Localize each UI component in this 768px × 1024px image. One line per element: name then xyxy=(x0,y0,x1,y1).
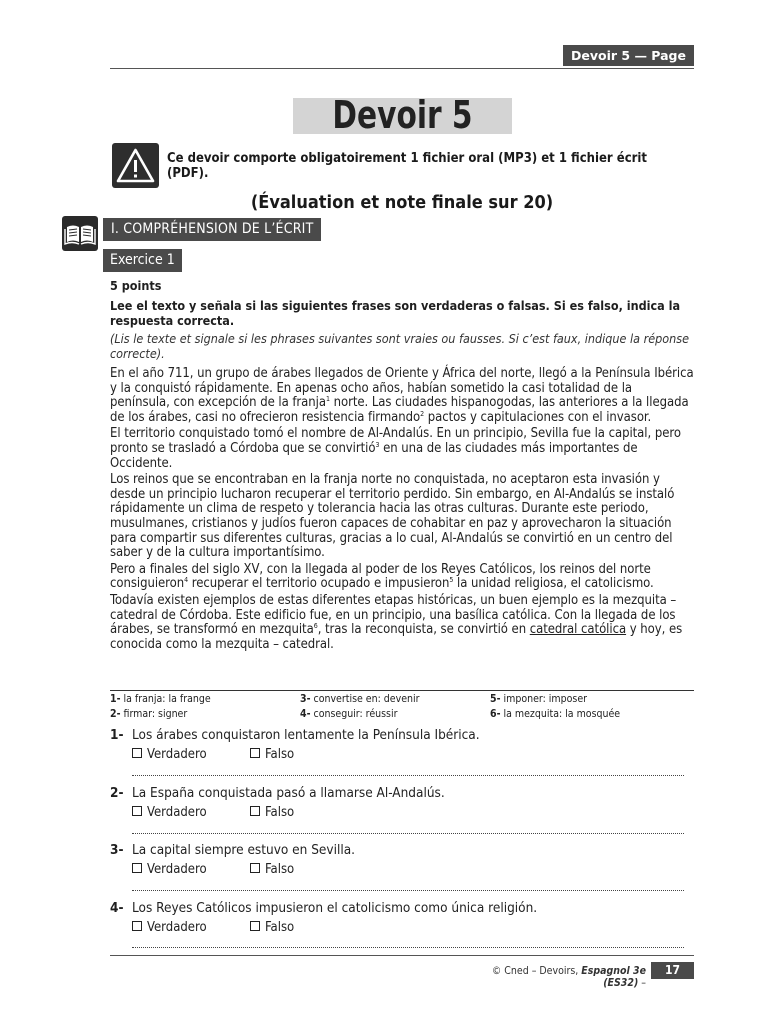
footer-divider xyxy=(110,955,694,956)
header-divider xyxy=(110,68,694,69)
answer-line[interactable] xyxy=(132,833,684,834)
evaluation-note: (Évaluation et note finale sur 20) xyxy=(250,192,554,213)
warning-text: Ce devoir comporte obligatoirement 1 fichier oral (MP3) et 1 fichier écrit (PDF). xyxy=(167,151,647,181)
vocab-item: 3- convertise en: devenir xyxy=(300,693,420,705)
question-text: La capital siempre estuvo en Sevilla. xyxy=(132,842,356,858)
false-option[interactable]: Falso xyxy=(250,920,294,935)
paragraph-2: El territorio conquistado tomó el nombre de Al-Andalús. En un principio, Sevilla fue la capital, pero pronto se trasladó a Córdoba que se convirtió$^3$ en una de las ciudades más importantes de Occidente. xyxy=(110,426,681,471)
answer-line[interactable] xyxy=(132,890,684,891)
question-text: Los árabes conquistaron lentamente la Península Ibérica. xyxy=(132,727,480,743)
vocab-item: 2- firmar: signer xyxy=(110,708,188,720)
false-option[interactable]: Falso xyxy=(250,747,294,762)
question-number: 2- xyxy=(110,785,124,801)
paragraph-5: Todavía existen ejemplos de estas diferentes etapas históricas, un buen ejemplo es la mezquita – catedral de Córdoba. Este edificio fue, en un principio, una basílica católica. Con la llegada de los árabes, se transformó en mezquita$^6$, tras la reconquista, se convirtió en catedral católica y hoy, es conocida como la mezquita – catedral. xyxy=(110,592,683,652)
question-text: Los Reyes Católicos impusieron el catolicismo como única religión. xyxy=(132,900,538,916)
vocab-item: 1- la franja: la frange xyxy=(110,693,211,705)
true-option[interactable]: Verdadero xyxy=(132,920,207,935)
footnote-ref: 3 xyxy=(375,440,380,449)
instruction-spanish: Lee el texto y señala si las siguientes frases son verdaderas o falsas. Si es falso, indica la respuesta correcta. xyxy=(110,298,681,328)
paragraph-4: Pero a finales del siglo XV, con la llegada al poder de los Reyes Católicos, los reinos del norte consiguieron$^4$ recuperar el territorio ocupado e impusieron$^5$ la unidad religiosa, el catolicismo. xyxy=(110,561,654,592)
checkbox[interactable] xyxy=(250,863,260,873)
warning-triangle-icon xyxy=(112,143,159,188)
footnote-ref: 4 xyxy=(184,576,189,585)
vocab-item: 6- la mezquita: la mosquée xyxy=(490,708,621,720)
true-option[interactable]: Verdadero xyxy=(132,805,207,820)
exercise-points: 5 points xyxy=(110,278,162,293)
page-number: 17 xyxy=(651,962,694,979)
footnote-ref: 5 xyxy=(449,576,454,585)
checkbox[interactable] xyxy=(132,863,142,873)
vocab-divider xyxy=(110,690,694,691)
checkbox[interactable] xyxy=(132,748,142,758)
checkbox[interactable] xyxy=(132,921,142,931)
open-book-icon xyxy=(62,216,98,251)
vocab-item: 5- imponer: imposer xyxy=(490,693,588,705)
false-option[interactable]: Falso xyxy=(250,862,294,877)
footnote-ref: 2 xyxy=(420,409,425,418)
vocab-item: 4- conseguir: réussir xyxy=(300,708,398,720)
answer-line[interactable] xyxy=(132,775,684,776)
section-heading: I. COMPRÉHENSION DE L’ÉCRIT xyxy=(103,218,321,241)
checkbox[interactable] xyxy=(250,921,260,931)
page-tag: Devoir 5 — Page 1/3 xyxy=(563,45,694,66)
false-option[interactable]: Falso xyxy=(250,805,294,820)
footnote-ref: 1 xyxy=(325,395,330,404)
exercise-heading: Exercice 1 xyxy=(103,249,182,272)
question-number: 1- xyxy=(110,727,124,743)
page-title: Devoir 5 xyxy=(332,93,473,137)
reading-text xyxy=(110,367,694,654)
true-option[interactable]: Verdadero xyxy=(132,747,207,762)
instruction-french: (Lis le texte et signale si les phrases suivantes sont vraies ou fausses. Si c’est faux, indique la réponse correcte). xyxy=(110,331,690,361)
checkbox[interactable] xyxy=(250,748,260,758)
checkbox[interactable] xyxy=(250,806,260,816)
true-option[interactable]: Verdadero xyxy=(132,862,207,877)
checkbox[interactable] xyxy=(132,806,142,816)
paragraph-1: En el año 711, un grupo de árabes llegados de Oriente y África del norte, llegó a la Península Ibérica y la conquistó rápidamente. En apenas ocho años, habían sometido la casi totalidad de la península, con excepción de la franja$^1$ norte. Las ciudades hispanogodas, las anteriores a la llegada de los árabes, casi no ofrecieron resistencia firmando$^2$ pactos y capitulaciones con el invasor. xyxy=(110,366,694,425)
question-number: 3- xyxy=(110,842,124,858)
paragraph-3: Los reinos que se encontraban en la franja norte no conquistada, no aceptaron esta invasión y desde un principio lucharon recuperar el territorio perdido. Sin embargo, en Al-Andalús se instaló rápidamente un clima de respeto y tolerancia hacia las otras culturas. Durante este periodo, musulmanes, cristianos y judíos fueron capaces de cohabitar en paz y aprovecharon la situación para compartir sus diferentes culturas, gracias a lo cual, Al-Andalús se convirtió en un centro del saber y de la cultura importantísimo. xyxy=(110,472,675,561)
question-text: La España conquistada pasó a llamarse Al-Andalús. xyxy=(132,785,445,801)
answer-line[interactable] xyxy=(132,947,684,948)
footnote-ref: 6 xyxy=(313,622,318,631)
question-number: 4- xyxy=(110,900,124,916)
footer-credit: © Cned – Devoirs, Espagnol 3e (ES32) – xyxy=(491,965,646,989)
